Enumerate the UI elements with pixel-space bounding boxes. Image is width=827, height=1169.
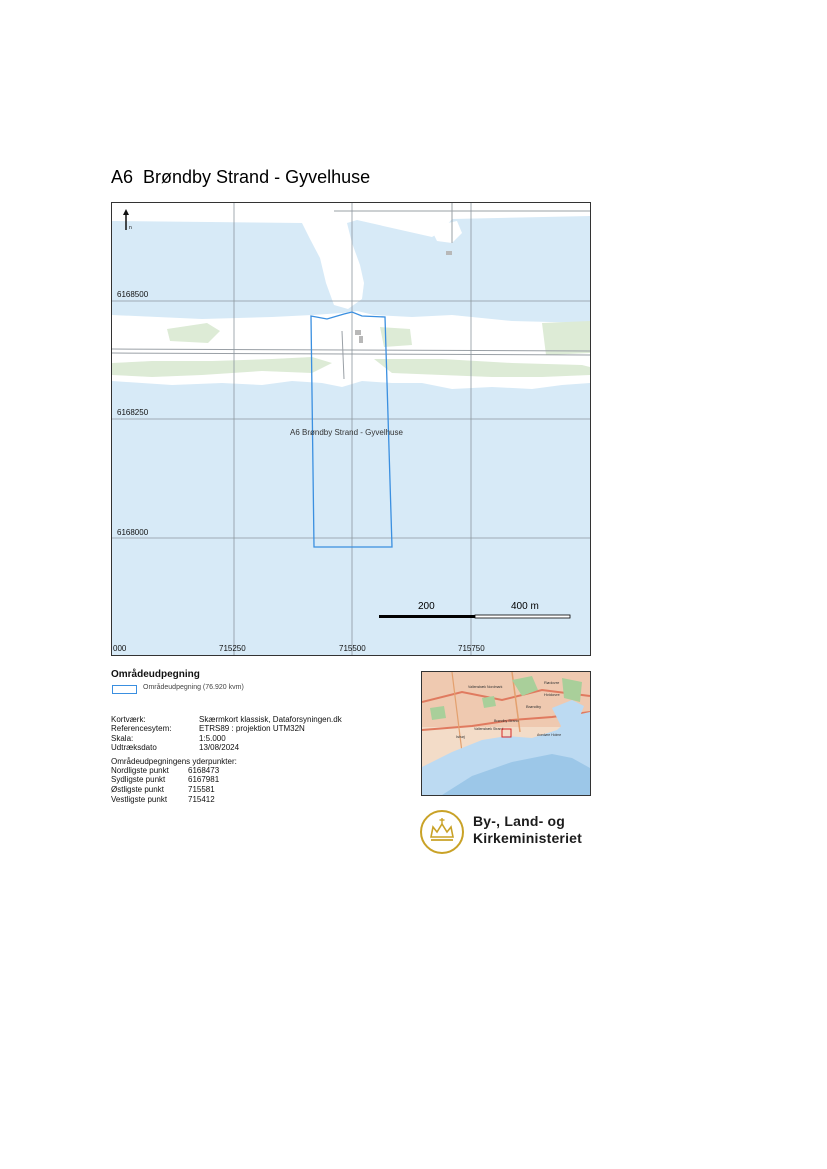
info-value: 13/08/2024 xyxy=(199,743,240,752)
main-map-canvas xyxy=(112,203,590,655)
building xyxy=(446,251,452,255)
ministry-logo xyxy=(419,809,599,855)
grid-x-label: 715750 xyxy=(458,644,485,653)
legend-heading: Områdeudpegning xyxy=(111,669,200,680)
extent-value: 6167981 xyxy=(188,775,220,784)
place-label: Avedøre Holme xyxy=(537,733,562,737)
place-label: Vallensbæk Nordmark xyxy=(468,685,503,689)
building xyxy=(355,330,361,335)
grid-y-label: 6168500 xyxy=(117,290,149,299)
legend-swatch xyxy=(112,685,137,694)
scalebar-mid-label: 200 xyxy=(418,601,435,612)
place-label: Rødovre xyxy=(544,680,560,685)
grid-x-label: 715250 xyxy=(219,644,246,653)
grid-y-label: 6168250 xyxy=(117,408,149,417)
legend-item-label: Områdeudpegning (76.920 kvm) xyxy=(143,684,244,691)
info-label: Skala: xyxy=(111,734,134,743)
extent-label: Sydligste punkt xyxy=(111,775,166,784)
park xyxy=(430,706,446,720)
info-value: 1:5.000 xyxy=(199,734,226,743)
extent-value: 715412 xyxy=(188,795,215,804)
overview-map[interactable] xyxy=(421,671,591,796)
extent-label: Østligste punkt xyxy=(111,785,164,794)
place-label: Ishøj xyxy=(456,734,465,739)
place-label: Brøndby Strand xyxy=(494,719,519,723)
north-arrow-label: n xyxy=(129,225,132,231)
building xyxy=(359,336,363,343)
logo-line-1: By-, Land- og xyxy=(473,813,566,829)
park xyxy=(482,696,496,708)
scalebar-segment xyxy=(475,615,570,618)
extent-value: 6168473 xyxy=(188,766,220,775)
place-label: Brøndby xyxy=(526,704,542,709)
crown-icon xyxy=(419,809,465,855)
info-label: Kortværk: xyxy=(111,715,146,724)
extent-label: Nordligste punkt xyxy=(111,766,169,775)
scalebar-segment xyxy=(379,615,475,618)
overview-map-canvas xyxy=(422,672,590,795)
extent-label: Vestligste punkt xyxy=(111,795,168,804)
grid-x-label: 715500 xyxy=(339,644,366,653)
info-value: Skærmkort klassisk, Dataforsyningen.dk xyxy=(199,715,342,724)
place-label: Vallensbæk Strand xyxy=(474,727,504,731)
place-label: Hvidovre xyxy=(544,692,560,697)
extent-value: 715581 xyxy=(188,785,215,794)
extent-heading: Områdeudpegningens yderpunkter: xyxy=(111,757,237,766)
page-title: A6 Brøndby Strand - Gyvelhuse xyxy=(111,167,371,187)
logo-line-2: Kirkeministeriet xyxy=(473,830,583,846)
info-label: Udtræksdato xyxy=(111,743,157,752)
main-map[interactable] xyxy=(111,202,591,656)
info-label: Referencesytem: xyxy=(111,724,172,733)
scalebar-end-label: 400 m xyxy=(511,601,539,612)
area-label: A6 Brøndby Strand - Gyvelhuse xyxy=(290,428,403,437)
info-value: ETRS89 : projektion UTM32N xyxy=(199,724,305,733)
grid-y-label: 6168000 xyxy=(117,528,149,537)
vegetation-patch xyxy=(542,321,590,355)
grid-x-label: 000 xyxy=(113,644,127,653)
